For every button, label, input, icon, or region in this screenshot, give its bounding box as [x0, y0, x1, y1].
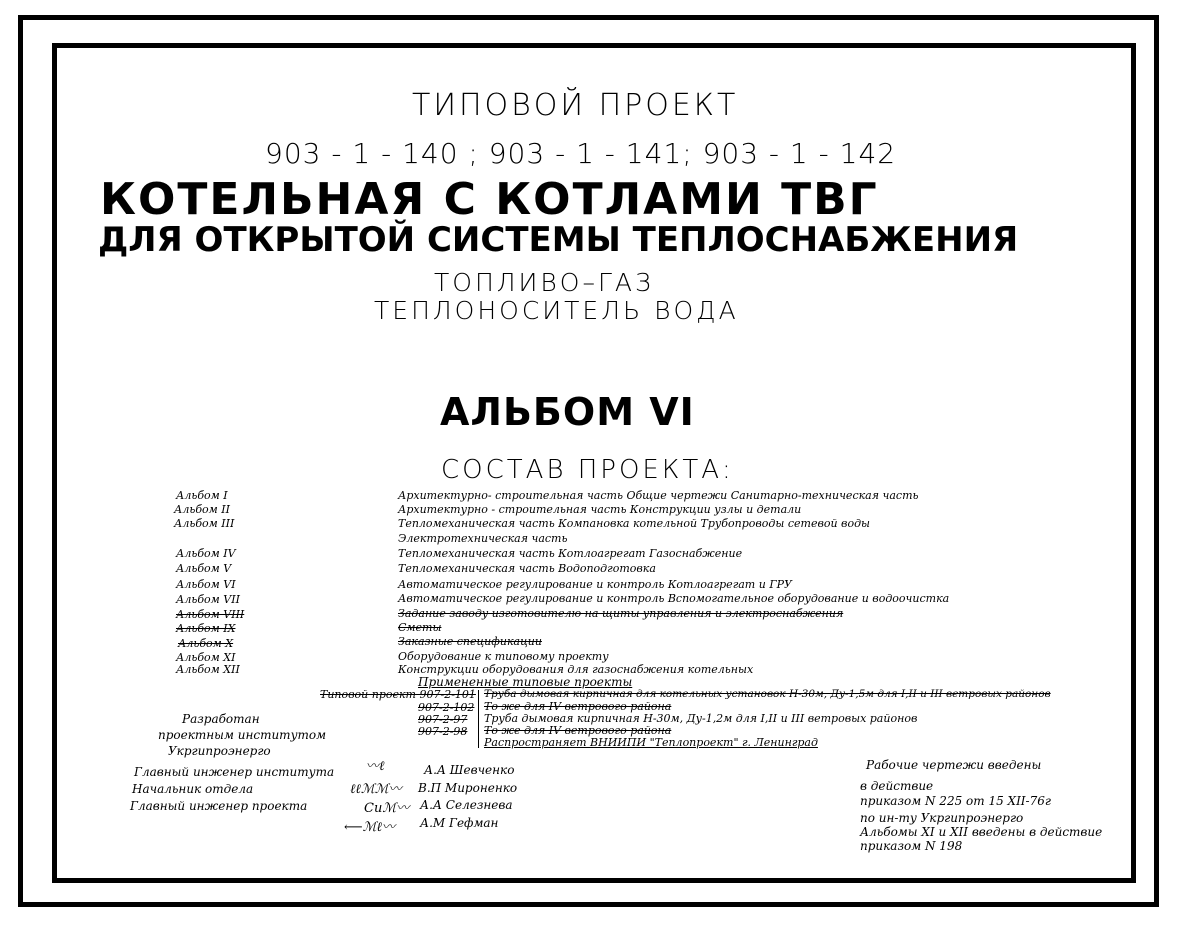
approval-line-5: Альбомы XI и XII введены в действие — [860, 825, 1103, 839]
composition-heading: СОСТАВ ПРОЕКТА: — [441, 455, 734, 485]
approval-line-2: в действие — [860, 779, 934, 793]
applied-project-desc: То же для IV ветрового района — [484, 724, 672, 737]
album-label: Альбом IV — [176, 547, 236, 560]
signature-name: А.А Селезнева — [420, 798, 513, 812]
signature-mark: ⟵ℳℓ〰 — [344, 820, 395, 835]
approval-line-6: приказом N 198 — [860, 839, 963, 853]
album-desc: Автоматическое регулирование и контроль Вспомогательное оборудование и водоочистка — [398, 592, 950, 605]
title-line-2: ДЛЯ ОТКРЫТОЙ СИСТЕМЫ ТЕПЛОСНАБЖЕНИЯ — [98, 220, 1019, 260]
album-desc: Электротехническая часть — [398, 532, 568, 545]
fuel-label: ТОПЛИВО–ГАЗ — [434, 268, 654, 297]
applied-project-desc: Труба дымовая кирпичная для котельных установок Н-30м, Ду-1,5м для I,II и III ветровых районов — [484, 688, 1051, 700]
album-desc: Архитектурно - строительная часть Конструкции узлы и детали — [398, 503, 802, 516]
distributor-note: Распространяет ВНИИПИ "Теплопроект" г. Ленинград — [484, 736, 818, 749]
signature-role: Главный инженер института — [134, 765, 335, 779]
album-label: Альбом XI — [176, 651, 236, 664]
applied-project-desc: То же для IV ветрового района — [484, 700, 672, 713]
album-desc: Архитектурно- строительная часть Общие чертежи Санитарно-техническая часть — [398, 489, 919, 502]
album-label: Альбом II — [174, 503, 230, 516]
signature-mark: ℓℓℳℳ〰 — [350, 782, 402, 797]
album-title: АЛЬБОМ VI — [440, 390, 695, 434]
applied-project-desc: Труба дымовая кирпичная Н-30м, Ду-1,2м для I,II и III ветровых районов — [484, 712, 918, 725]
album-desc: Автоматическое регулирование и контроль Котлоагрегат и ГРУ — [398, 578, 792, 591]
album-desc: Тепломеханическая часть Компановка котельной Трубопроводы сетевой воды — [398, 517, 871, 530]
applied-projects-heading: Примененные типовые проекты — [418, 675, 633, 689]
album-desc: Задание заводу изготовителю на щиты управления и электроснабжения — [398, 607, 844, 620]
album-label: Альбом X — [178, 637, 234, 650]
signature-name: А.А Шевченко — [424, 763, 515, 777]
approval-line-1: Рабочие чертежи введены — [866, 758, 1042, 772]
bracket-line — [478, 690, 479, 748]
album-label: Альбом III — [174, 517, 235, 530]
album-label: Альбом VIII — [176, 608, 245, 621]
typical-project-label: ТИПОВОЙ ПРОЕКТ — [412, 88, 739, 123]
signature-mark: Сиℳ〰 — [364, 801, 410, 816]
applied-project-number: Типовой проект 907-2-101 — [320, 688, 476, 701]
developer-line-3: Укргипроэнерго — [168, 744, 271, 758]
applied-project-number: 907-2-98 — [418, 725, 468, 738]
applied-project-number: 907-2-102 — [418, 701, 475, 714]
approval-line-4: по ин-ту Укргипроэнерго — [860, 811, 1024, 825]
album-label: Альбом I — [176, 489, 228, 502]
signature-mark: 〰ℓ — [366, 759, 385, 774]
album-desc: Оборудование к типовому проекту — [398, 650, 609, 663]
album-label: Альбом VII — [176, 593, 240, 606]
album-desc: Тепломеханическая часть Водоподготовка — [398, 562, 656, 575]
album-label: Альбом VI — [176, 578, 236, 591]
album-desc: Сметы — [398, 621, 442, 634]
title-line-1: КОТЕЛЬНАЯ С КОТЛАМИ ТВГ — [100, 174, 879, 225]
signature-name: В.П Мироненко — [418, 781, 518, 795]
developer-line-2: проектным институтом — [158, 728, 327, 742]
signature-role: Главный инженер проекта — [130, 799, 308, 813]
developer-line-1: Разработан — [182, 712, 260, 726]
project-numbers: 903 - 1 - 140 ; 903 - 1 - 141; 903 - 1 - 142 — [265, 137, 897, 170]
signature-name: А.М Гефман — [420, 816, 499, 830]
applied-project-number: 907-2-97 — [418, 713, 468, 726]
album-label: Альбом XII — [176, 663, 240, 676]
album-desc: Заказные спецификации — [398, 635, 542, 648]
album-label: Альбом V — [176, 562, 232, 575]
approval-line-3: приказом N 225 от 15 XII-76г — [860, 794, 1051, 808]
album-desc: Конструкции оборудования для газоснабжения котельных — [398, 663, 754, 676]
album-desc: Тепломеханическая часть Котлоагрегат Газоснабжение — [398, 547, 743, 560]
album-label: Альбом IX — [176, 622, 236, 635]
coolant-label: ТЕПЛОНОСИТЕЛЬ ВОДА — [374, 296, 739, 325]
signature-role: Начальник отдела — [132, 782, 254, 796]
